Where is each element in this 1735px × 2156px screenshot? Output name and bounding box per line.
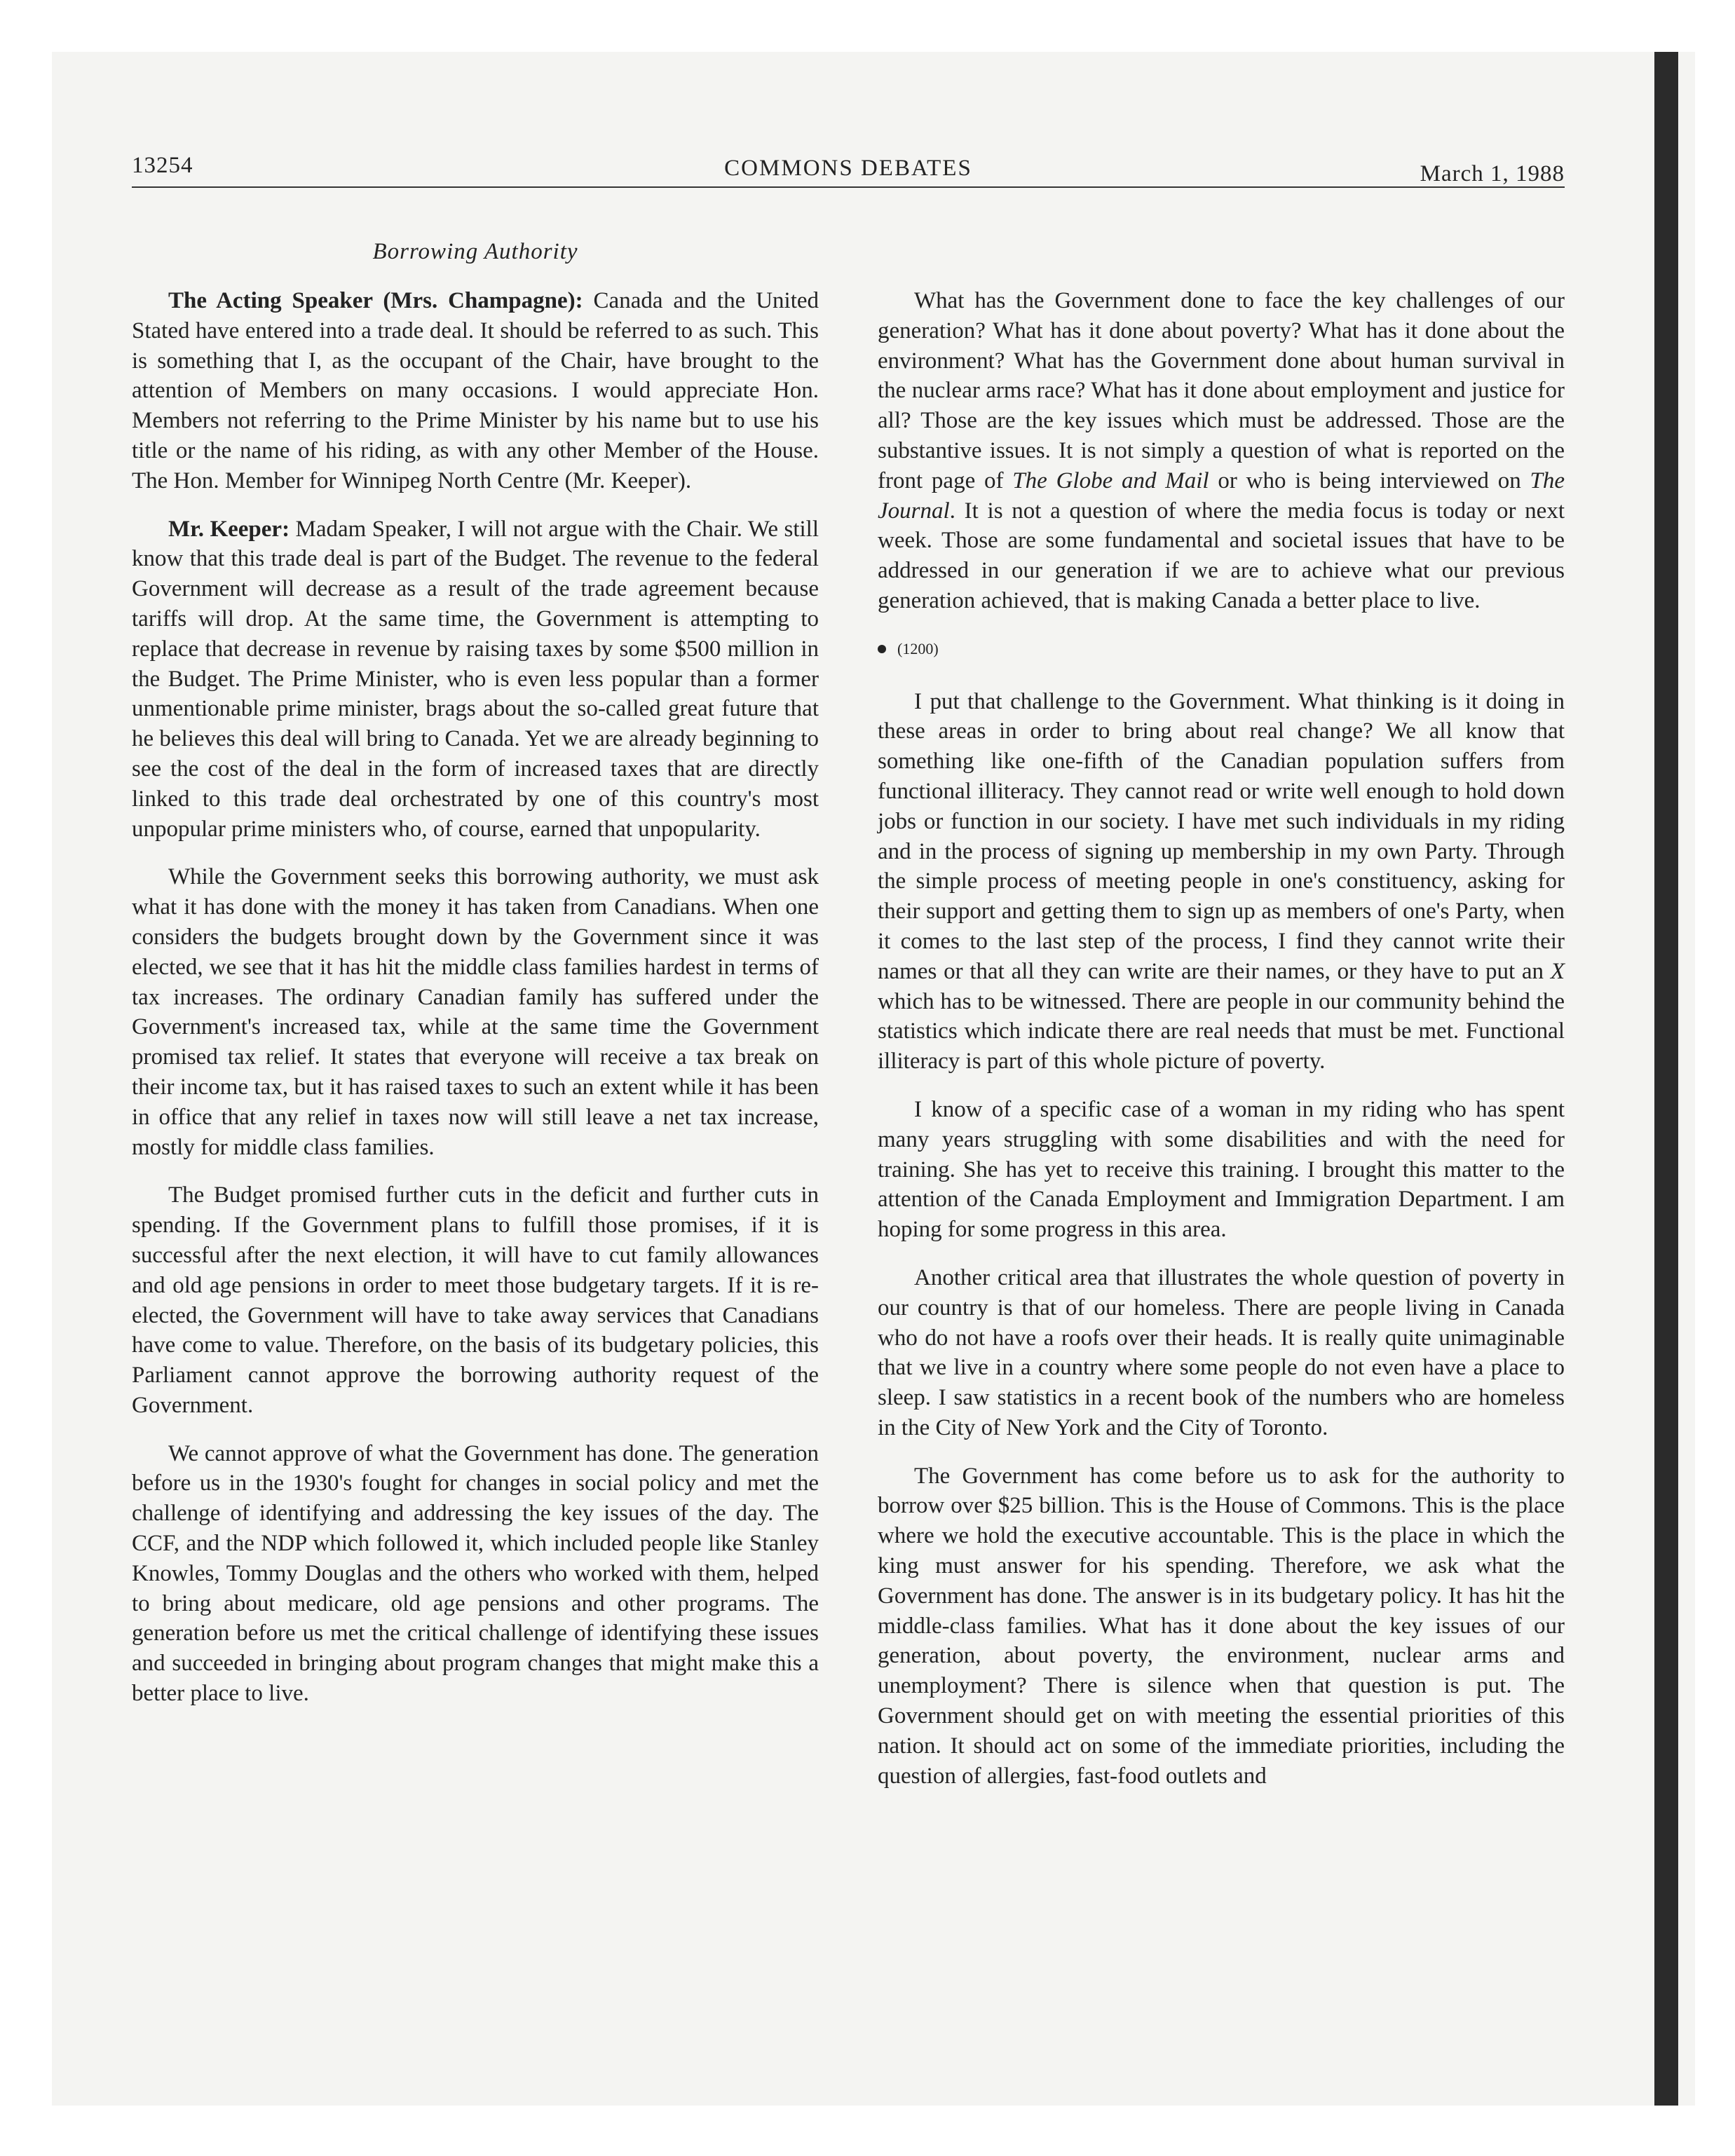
time-marker	[878, 634, 1565, 664]
right-column	[878, 286, 1565, 1809]
paragraph-text: What has the Government done to face the key challenges of our generation? What has it done about poverty? What has it done about the environment? What has the Government done about human survival in the nuclear arms race? What has it done about employment and justice for all? Those are the key issues which must be addressed. Those are the substantive issues. It is not simply a question of what is reported on the front page of	[878, 288, 1565, 493]
paragraph	[878, 687, 1565, 1077]
header-date: March 1, 1988	[1420, 161, 1565, 186]
publication-title: COMMONS DEBATES	[724, 156, 972, 181]
time-marker-text: (1200)	[897, 639, 939, 657]
italic-letter: X	[1550, 958, 1565, 984]
paragraph-text: I put that challenge to the Government. What thinking is it doing in these areas in order to bring about real change? We all know that something like one-fifth of the Canadian population suffers from functional illiteracy. They cannot read or write well enough to hold down jobs or function in our society. I have met such individuals in my riding and in the process of signing up membership in my own Party. Through the simple process of meeting people in one's constituency, asking for their support and getting them to sign up as members of one's Party, when it comes to the last step of the process, I find they cannot write their names or that all they can write are their names, or they have to put an	[878, 688, 1565, 984]
program-title: The Journal	[878, 468, 1565, 524]
speaker-name: Mr. Keeper:	[168, 516, 290, 542]
paragraph-text: or who is being interviewed on	[1209, 468, 1530, 493]
paragraph	[132, 514, 819, 845]
paragraph-text: Madam Speaker, I will not argue with the Chair. We still know that this trade deal is part of the Budget. The revenue to the federal Government will decrease as a result of the trade agreement because tariffs will drop. At the same time, the Government is attempting to replace that decrease in revenue by raising taxes by some $500 million in the Budget. The Prime Minister, who is even less popular than a former unmentionable prime minister, brags about the so-called great future that he believes this deal will bring to Canada. Yet we are already beginning to see the cost of the deal in the form of increased taxes that are directly linked to this trade deal orchestrated by one of this country's most unpopular prime ministers who, of course, earned that unpopularity.	[132, 516, 819, 842]
document-page	[132, 153, 1565, 1789]
header-rule	[132, 186, 1565, 188]
paragraph: We cannot approve of what the Government has done. The generation before us in the 1930's fought for changes in social policy and met the challenge of identifying and addressing the key issues of the day. The CCF, and the NDP which followed it, which included people like Stanley Knowles, Tommy Douglas and the others who worked with them, helped to bring about medicare, old age pensions and other programs. The generation before us met the critical challenge of identifying these issues and succeeded in bringing about program changes that might make this a better place to live.	[132, 1440, 819, 1707]
paragraph: The Government has come before us to ask for the authority to borrow over $25 billion. This is the House of Commons. This is the place where we hold the executive accountable. This is the place in which the king must answer for his spending. Therefore, we ask what the Government has done. The answer is in its budgetary policy. It has hit the middle-class families. What has it done about the key issues of our generation, about poverty, the environment, nuclear arms and unemployment? There is silence when that question is put. The Government should get on with meeting the essential priorities of this nation. It should act on some of the immediate priorities, including the question of allergies, fast-food outlets and	[878, 1463, 1565, 1789]
paragraph: While the Government seeks this borrowing authority, we must ask what it has done with the money it has taken from Canadians. When one considers the budgets brought down by the Government since it was elected, we see that it has hit the middle class families hardest in terms of tax increases. The ordinary Canadian family has suffered under the Government's increased tax, while at the same time the Government promised tax relief. It states that everyone will receive a tax break on their income tax, but it has raised taxes to such an extent while it has been in office that any relief in taxes now will still leave a net tax increase, mostly for middle class families.	[132, 864, 819, 1160]
section-title: Borrowing Authority	[372, 239, 578, 264]
speaker-name: The Acting Speaker (Mrs. Champagne):	[168, 288, 583, 313]
paragraph: Another critical area that illustrates the whole question of poverty in our country is that of our homeless. There are people living in Canada who do not have a roofs over their heads. It is really quite unimaginable that we live in a country where some people do not even have a place to sleep. I saw statistics in a recent book of the numbers who are homeless in the City of New York and the City of Toronto.	[878, 1264, 1565, 1440]
paragraph-text: Canada and the United Stated have entered into a trade deal. It should be referred to as such. This is something that I, as the occupant of the Chair, have brought to the attention of Members on many occasions. I would appreciate Hon. Members not referring to the Prime Minister by his name but to use his title or the name of his riding, as with any other Member of the House. The Hon. Member for Winnipeg North Centre (Mr. Keeper).	[132, 288, 819, 493]
paragraph	[132, 286, 819, 496]
scan-edge-shadow	[1654, 52, 1678, 2106]
newspaper-title: The Globe and Mail	[1012, 468, 1209, 493]
bullet-icon	[878, 645, 886, 653]
paragraph: The Budget promised further cuts in the deficit and further cuts in spending. If the Government plans to fulfill those promises, if it is successful after the next election, it will have to cut family allowances and old age pensions in order to meet those budgetary targets. If it is re-elected, the Government will have to take away services that Canadians have come to value. Therefore, on the basis of its budgetary policies, this Parliament cannot approve the borrowing authority request of the Government.	[132, 1182, 819, 1418]
paragraph-text: which has to be witnessed. There are people in our community behind the statistics which indicate there are real needs that must be met. Functional illiteracy is part of this whole picture of poverty.	[878, 988, 1565, 1074]
paragraph	[878, 286, 1565, 616]
page-header	[132, 153, 1565, 191]
paragraph-text: . It is not a question of where the media focus is today or next week. Those are some fundamental and societal issues that have to be addressed in our generation if we are to achieve what our previous generation achieved, that is making Canada a better place to live.	[878, 498, 1565, 613]
paragraph: I know of a specific case of a woman in my riding who has spent many years struggling with some disabilities and with the need for training. She has yet to receive this training. I brought this matter to the attention of the Canada Employment and Immigration Department. I am hoping for some progress in this area.	[878, 1096, 1565, 1243]
left-column	[132, 237, 819, 1727]
page-number: 13254	[132, 153, 193, 178]
